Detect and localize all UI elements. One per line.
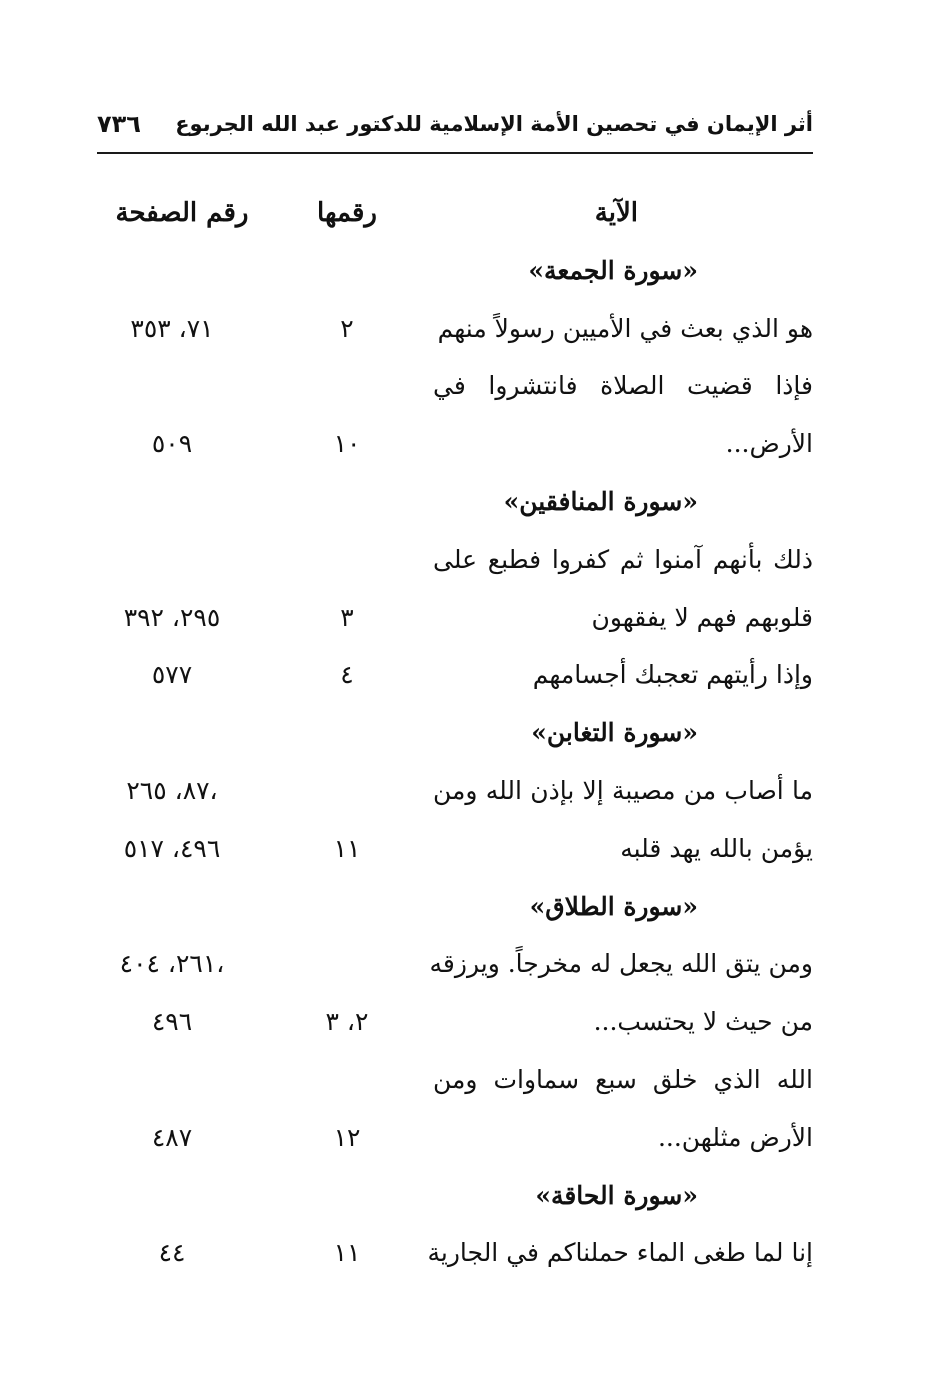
book-title: أثر الإيمان في تحصين الأمة الإسلامية للدكتور عبد الله الجربوع [175,112,813,136]
verse-text: ما أصاب من مصيبة إلا بإذن الله ومن [433,776,813,805]
page-refs: ٨٧، ٢٦٥، [126,776,218,805]
running-header [97,104,813,154]
surah-heading [97,479,813,531]
table-row [97,768,813,820]
verse-number: ١١ [333,1238,361,1267]
verse-text: فإذا قضيت الصلاة فانتشروا في [433,371,813,400]
verse-text: ذلك بأنهم آمنوا ثم كفروا فطبع على [433,545,813,574]
verse-number: ٢ [340,314,354,343]
table-row [97,941,813,993]
verse-number: ١٢ [333,1123,361,1152]
verse-number: ٢، ٣ [325,1007,369,1036]
surah-title: «سورة الجمعة» [528,256,698,285]
table-row [97,363,813,415]
page-column-header: رقم الصفحة [115,198,249,228]
verse-text: الأرض مثلهن... [657,1123,813,1152]
table-row [97,537,813,589]
table-row [97,652,813,704]
verse-text: قلوبهم فهم لا يفقهون [591,603,813,632]
table-row [97,595,813,647]
number-column-header: رقمها [317,198,377,228]
surah-title: «سورة الحاقة» [535,1181,698,1210]
page-number: ٧٣٦ [97,110,141,138]
page-refs: ٤٨٧ [151,1123,193,1152]
verse-text: وإذا رأيتهم تعجبك أجسامهم [532,660,813,689]
table-row [97,306,813,358]
surah-title: «سورة الطلاق» [529,892,698,921]
surah-heading [97,248,813,300]
verse-text: إنا لما طغى الماء حملناكم في الجارية [427,1238,813,1267]
table-row [97,1230,813,1282]
verse-number: ١١ [333,834,361,863]
verse-number: ١٠ [333,429,361,458]
table-row [97,826,813,878]
verse-text: هو الذي بعث في الأميين رسولاً منهم [437,314,813,343]
verse-number: ٤ [340,660,354,689]
page-refs: ٧١، ٣٥٣ [130,314,214,343]
surah-heading [97,884,813,936]
verse-text: الله الذي خلق سبع سماوات ومن [433,1065,813,1094]
table-row [97,1057,813,1109]
page-refs: ٤٩٦ [151,1007,193,1036]
surah-heading [97,710,813,762]
surah-title: «سورة التغابن» [531,718,698,747]
surah-heading [97,1173,813,1225]
verse-text: من حيث لا يحتسب... [593,1007,813,1036]
page-refs: ٢٩٥، ٣٩٢ [123,603,221,632]
table-row [97,421,813,473]
table-row [97,1115,813,1167]
page-refs: ٢٦١، ٤٠٤، [119,949,225,978]
column-headers [97,190,813,242]
page-refs: ٥٠٩ [151,429,193,458]
page-refs: ٤٤ [158,1238,186,1267]
verse-number: ٣ [340,603,354,632]
page-refs: ٤٩٦، ٥١٧ [123,834,221,863]
verse-text: يؤمن بالله يهد قلبه [620,834,813,863]
surah-title: «سورة المنافقين» [503,487,698,516]
verse-text: الأرض... [725,429,813,458]
table-row [97,999,813,1051]
page-refs: ٥٧٧ [151,660,193,689]
verse-column-header: الآية [594,198,638,228]
verse-text: ومن يتق الله يجعل له مخرجاً. ويرزقه [429,949,813,978]
